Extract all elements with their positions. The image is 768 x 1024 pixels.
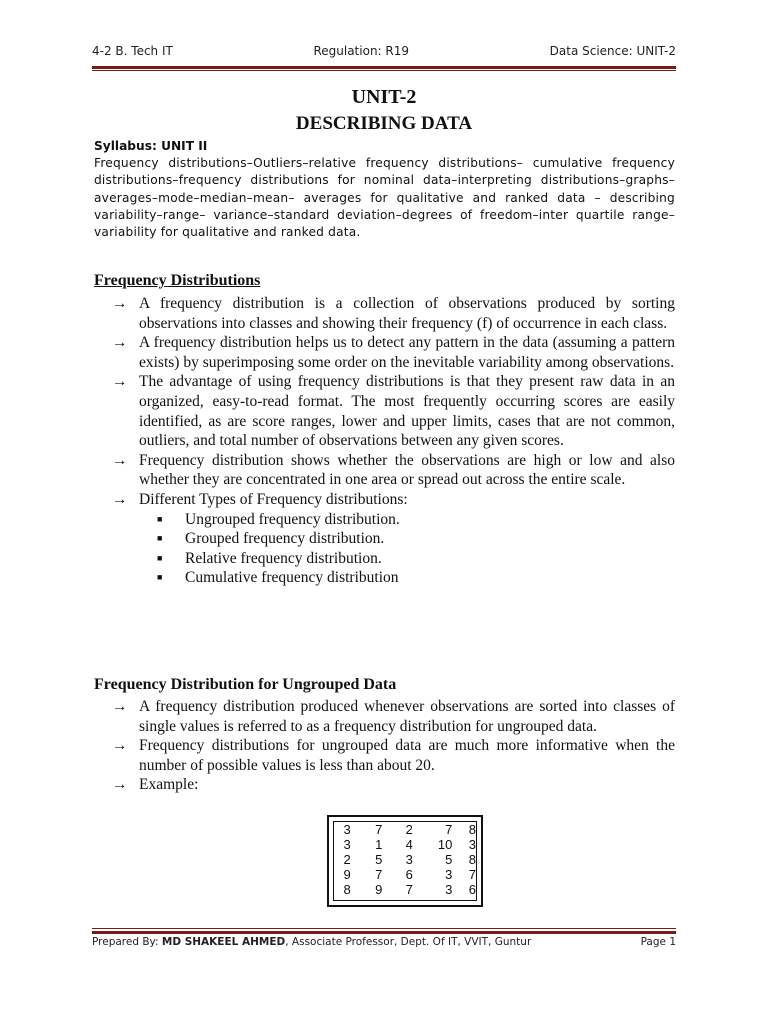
square-bullet-icon: ■ (157, 572, 163, 583)
page-header (92, 44, 676, 58)
unit-title: UNIT-2 (351, 86, 417, 108)
table-row (334, 837, 476, 852)
table-cell: 2 (343, 852, 351, 867)
section1-bullets (112, 294, 675, 588)
table-cell: 3 (445, 867, 453, 882)
table-cell: 3 (445, 882, 453, 897)
example-data-table (327, 815, 483, 907)
list-item (112, 372, 675, 450)
square-bullet-icon: ■ (157, 552, 163, 563)
footer-rule-thin (92, 928, 676, 929)
list-item (112, 333, 675, 372)
arrow-bullet-icon: → (112, 451, 128, 469)
section2-bullets (112, 697, 675, 795)
table-row (334, 867, 476, 882)
list-item (112, 549, 675, 569)
table-cell: 6 (405, 867, 413, 882)
type-text: Relative frequency distribution. (185, 549, 382, 567)
table-cell: 7 (375, 867, 383, 882)
table-cell: 9 (343, 867, 351, 882)
table-cell: 3 (405, 852, 413, 867)
table-row (334, 852, 476, 867)
syllabus-heading: Syllabus: UNIT II (94, 139, 208, 153)
table-cell: 5 (445, 852, 453, 867)
list-item (112, 294, 675, 333)
footer-rule-thick (92, 931, 676, 934)
table-cell: 5 (375, 852, 383, 867)
page-number: Page 1 (640, 936, 676, 948)
unit-subtitle: DESCRIBING DATA (295, 113, 473, 134)
bullet-text: Frequency distribution shows whether the observations are high or low and also whether they are concentrated in one area or spread out across the entire scale. (139, 451, 675, 489)
list-item (112, 529, 675, 549)
bullet-text: A frequency distribution helps us to detect any pattern in the data (assuming a pattern exists) by superimposing some order on the inevitable variability among observations. (139, 334, 675, 371)
bullet-text: A frequency distribution is a collection of observations produced by sorting observations into classes and showing their frequency (f) of occurrence in each class. (139, 295, 675, 332)
arrow-bullet-icon: → (112, 737, 128, 755)
type-text: Grouped frequency distribution. (185, 530, 385, 548)
syllabus-block (94, 138, 675, 241)
header-subject: Data Science: UNIT-2 (549, 44, 676, 58)
table-row (334, 822, 476, 837)
table-cell: 7 (445, 822, 453, 837)
syllabus-text: Frequency distributions–Outliers–relative frequency distributions– cumulative frequency distributions–frequency distributions for nominal data–interpreting distributions–graphs–averages–mode–median–mean– averages for qualitative and ranked data – describing variability–range– variance–standard deviation–degrees of freedom–inter quartile range– variability for qualitative and ranked data. (94, 156, 675, 240)
arrow-bullet-icon: → (112, 490, 128, 508)
bullet-text: A frequency distribution produced whenever observations are sorted into classes of single values is referred to as a frequency distribution for ungrouped data. (139, 698, 675, 735)
type-text: Cumulative frequency distribution (185, 569, 399, 587)
header-regulation: Regulation: R19 (313, 44, 410, 58)
table-cell: 9 (375, 882, 383, 897)
section-heading-frequency-distributions: Frequency Distributions (94, 272, 261, 289)
table-cell: 3 (468, 837, 476, 852)
example-table-inner (333, 821, 477, 901)
list-item (112, 568, 675, 588)
arrow-bullet-icon: → (112, 295, 128, 312)
table-cell: 7 (375, 822, 383, 837)
square-bullet-icon: ■ (157, 513, 163, 524)
header-rule-thin (92, 70, 676, 71)
table-cell: 8 (468, 822, 476, 837)
header-course: 4-2 B. Tech IT (92, 44, 173, 58)
list-item (112, 510, 675, 530)
table-cell: 7 (405, 882, 413, 897)
header-rule-thick (92, 66, 676, 69)
frequency-types-list (112, 510, 675, 588)
table-cell: 8 (343, 882, 351, 897)
table-cell: 4 (405, 837, 413, 852)
type-text: Ungrouped frequency distribution. (185, 510, 400, 528)
table-cell: 2 (405, 822, 413, 837)
table-cell: 7 (468, 867, 476, 882)
section-heading-ungrouped-data: Frequency Distribution for Ungrouped Data (94, 676, 397, 693)
list-item (112, 490, 675, 510)
list-item (112, 697, 675, 736)
table-row (334, 882, 476, 897)
footer-credit (92, 936, 531, 948)
list-item (112, 736, 675, 775)
footer-author: MD SHAKEEL AHMED (161, 936, 286, 948)
footer-affiliation: , Associate Professor, Dept. Of IT, VVIT, Guntur (285, 936, 532, 948)
arrow-bullet-icon: → (112, 776, 128, 794)
arrow-bullet-icon: → (112, 373, 128, 391)
table-cell: 6 (468, 882, 476, 897)
bullet-text: The advantage of using frequency distributions is that they present raw data in an organized, easy-to-read format. The most frequently occurring scores are easily identified, as are score ranges, lower and upper limits, cases that are not common, outliers, and total number of observations between any given scores. (139, 373, 675, 450)
square-bullet-icon: ■ (157, 533, 163, 544)
bullet-text: Example: (139, 776, 199, 794)
table-cell: 8 (468, 852, 476, 867)
list-item (112, 775, 675, 795)
table-cell: 3 (343, 837, 351, 852)
arrow-bullet-icon: → (112, 698, 128, 715)
bullet-text: Different Types of Frequency distributions: (139, 490, 408, 508)
list-item (112, 451, 675, 490)
arrow-bullet-icon: → (112, 334, 128, 352)
page-footer (92, 936, 676, 948)
table-cell: 3 (343, 822, 351, 837)
table-cell: 1 (375, 837, 383, 852)
footer-prefix: Prepared By: (92, 936, 162, 948)
bullet-text: Frequency distributions for ungrouped data are much more informative when the number of possible values is less than about 20. (139, 737, 675, 774)
table-cell: 10 (437, 837, 453, 852)
